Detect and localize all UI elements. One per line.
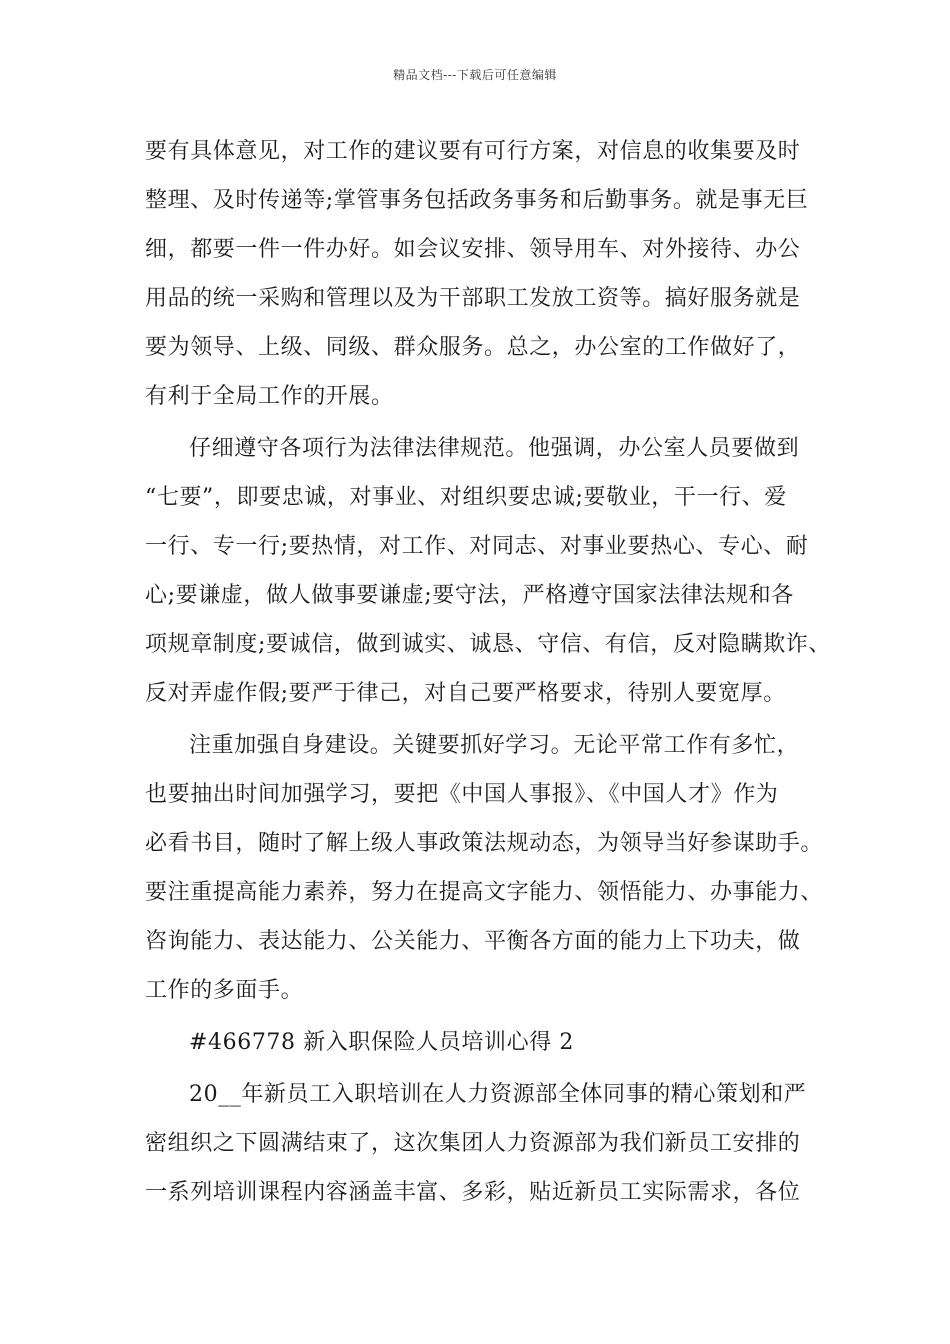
text-line: “七要”，即要忠诚，对事业、对组织要忠诚;要敬业，干一行、爱 <box>145 485 787 510</box>
text-line: 整理、及时传递等;掌管事务包括政务事务和后勤事务。就是事无巨 <box>145 188 809 213</box>
text-line: 要有具体意见，对工作的建议要有可行方案，对信息的收集要及时 <box>145 139 801 164</box>
text-line: 要注重提高能力素养，努力在提高文字能力、领悟能力、办事能力、 <box>145 880 824 905</box>
paragraph-first-line: 仔细遵守各项行为法律法律规范。他强调，办公室人员要做到 <box>189 436 800 461</box>
text-line: 细，都要一件一件办好。如会议安排、领导用车、对外接待、办公 <box>145 237 801 262</box>
section-heading: #466778 新入职保险人员培训心得 2 <box>189 1030 575 1055</box>
text-line: 用品的统一采购和管理以及为干部职工发放工资等。搞好服务就是 <box>145 286 801 311</box>
text-line: 有利于全局工作的开展。 <box>145 384 394 409</box>
text-line: 也要抽出时间加强学习，要把《中国人事报》、《中国人才》作为 <box>145 782 779 807</box>
text-line: 密组织之下圆满结束了，这次集团人力资源部为我们新员工安排的 <box>145 1131 801 1156</box>
text-line: 心;要谦虚，做人做事要谦虚;要守法，严格遵守国家法律法规和各 <box>145 583 794 608</box>
paragraph-first-line: 注重加强自身建设。关键要抓好学习。无论平常工作有多忙， <box>189 733 800 758</box>
text-line: 项规章制度;要诚信，做到诚实、诚恳、守信、有信，反对隐瞒欺诈、 <box>145 632 832 657</box>
paragraph-first-line: 20__年新员工入职培训在人力资源部全体同事的精心策划和严 <box>189 1082 807 1107</box>
page-header: 精品文档---下载后可任意编辑 <box>393 68 557 82</box>
text-line: 必看书目，随时了解上级人事政策法规动态，为领导当好参谋助手。 <box>145 831 824 856</box>
text-line: 一系列培训课程内容涵盖丰富、多彩，贴近新员工实际需求，各位 <box>145 1180 801 1205</box>
text-line: 要为领导、上级、同级、群众服务。总之，办公室的工作做好了， <box>145 335 801 360</box>
text-line: 一行、专一行;要热情，对工作、对同志、对事业要热心、专心、耐 <box>145 534 809 559</box>
text-line: 反对弄虚作假;要严于律己，对自己要严格要求，待别人要宽厚。 <box>145 681 786 706</box>
text-line: 工作的多面手。 <box>145 978 304 1003</box>
text-line: 咨询能力、表达能力、公关能力、平衡各方面的能力上下功夫，做 <box>145 929 801 954</box>
